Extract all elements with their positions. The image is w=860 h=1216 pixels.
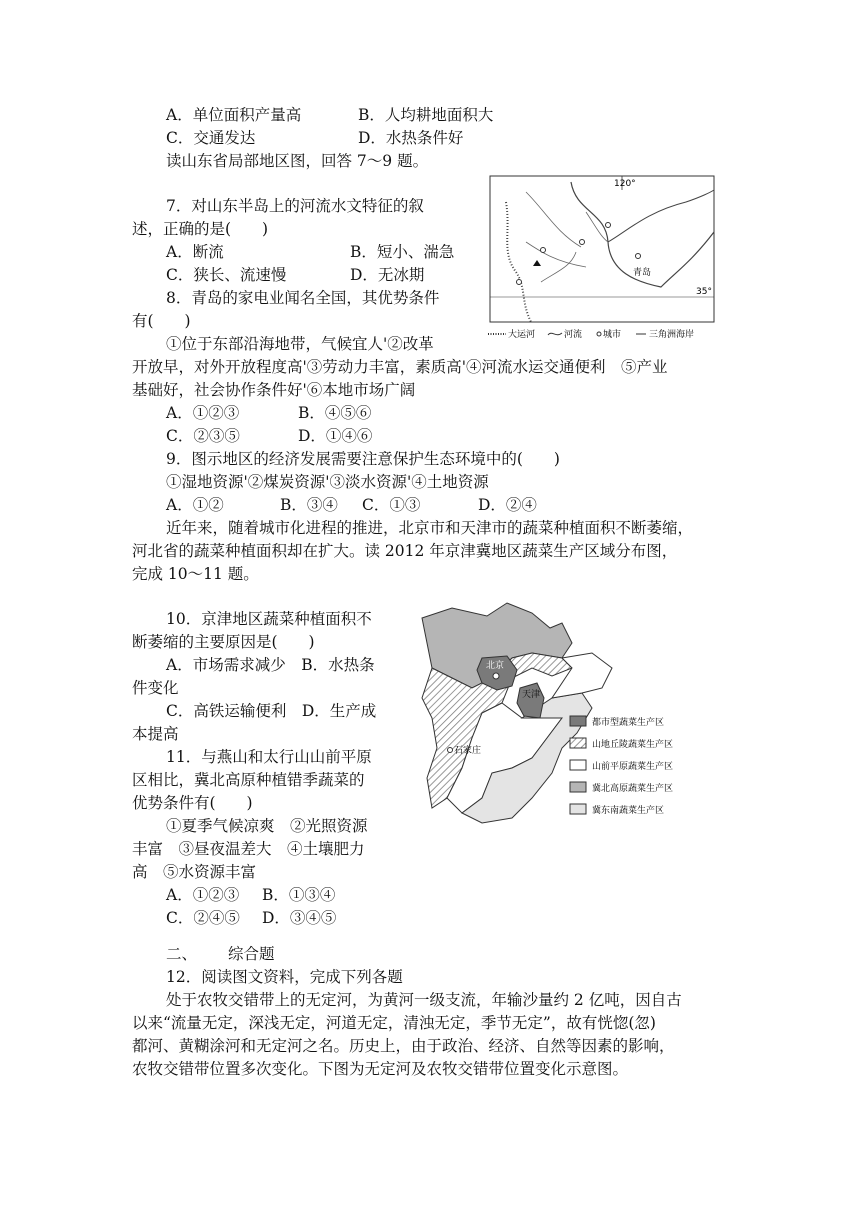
legend-delta: 三角洲海岸 [649, 330, 695, 340]
city-icon [580, 240, 585, 245]
q6-option-d: D．水热条件好 [358, 129, 464, 147]
legend-3: 山前平原蔬菜生产区 [592, 762, 674, 772]
q11-option-d: D．③④⑤ [262, 909, 337, 927]
q12-stem: 12．阅读图文资料，完成下列各题 [166, 968, 403, 986]
q10-options-cd: C．高铁运输便利 D．生产成 [166, 702, 377, 720]
q8-option-b: B．④⑤⑥ [298, 404, 372, 422]
q12-para-line-4: 农牧交错带位置多次变化。下图为无定河及农牧交错带位置变化示意图。 [132, 1060, 629, 1078]
q8-stem-1: 8．青岛的家电业闻名全国，其优势条件 [166, 289, 440, 307]
q11-body-1: ①夏季气候凉爽 ②光照资源 [166, 817, 368, 835]
q8-option-a: A．①②③ [166, 404, 240, 422]
q11-option-c: C．②④⑤ [166, 909, 240, 927]
q8-stem-2: 有( ) [132, 312, 191, 330]
q9-option-d: D．②④ [478, 496, 537, 514]
q8-body-3: 基础好，社会协作条件好'⑥本地市场广阔 [132, 381, 416, 399]
lon-label: 120° [614, 179, 636, 189]
q8-option-d: D．①④⑥ [298, 427, 373, 445]
city-icon [636, 254, 641, 259]
q9-option-b: B．③④ [280, 496, 338, 514]
section-number: 二、 [166, 945, 198, 963]
legend-river: 河流 [564, 330, 583, 340]
q6-option-c: C．交通发达 [166, 129, 256, 147]
q11-body-2: 丰富 ③昼夜温差大 ④土壤肥力 [132, 840, 365, 858]
intro-10-11-line-2: 河北省的蔬菜种植面积却在扩大。读 2012 年京津冀地区蔬菜生产区域分布图， [132, 542, 678, 560]
qingdao-label: 青岛 [633, 268, 652, 278]
q11-option-a: A．①②③ [166, 886, 240, 904]
q6-option-b: B．人均耕地面积大 [358, 106, 494, 124]
intro-10-11-line-3: 完成 10～11 题。 [132, 565, 259, 583]
q12-para-line-3: 都河、黄糊涂河和无定河之名。历史上，由于政治、经济、自然等因素的影响， [132, 1037, 675, 1055]
q9-body: ①湿地资源'②煤炭资源'③淡水资源'④土地资源 [166, 473, 489, 491]
q12-para-line-2: 以来“流量无定，深浅无定，河道无定，清浊无定，季节无定”，故有恍惚(忽) [132, 1014, 656, 1032]
q7-option-c: C．狭长、流速慢 [166, 266, 287, 284]
beijing-label: 北京 [486, 661, 505, 671]
q7-option-d: D．无冰期 [350, 266, 425, 284]
q10-stem-1: 10．京津地区蔬菜种植面积不 [166, 610, 372, 628]
legend-canal: 大运河 [508, 330, 536, 340]
q9-stem: 9．图示地区的经济发展需要注意保护生态环境中的( ) [166, 450, 560, 468]
q10-options-ab: A．市场需求减少 B．水热条 [166, 656, 375, 674]
q11-body-3: 高 ⑤水资源丰富 [132, 863, 257, 881]
intro-7-9: 读山东省局部地区图，回答 7～9 题。 [166, 152, 429, 170]
city-icon [606, 223, 611, 228]
q10-stem-2: 断萎缩的主要原因是( ) [132, 633, 315, 651]
legend-1: 都市型蔬菜生产区 [592, 718, 665, 728]
q7-stem-1: 7．对山东半岛上的河流水文特征的叙 [166, 197, 424, 215]
legend-5: 冀东南蔬菜生产区 [592, 806, 665, 816]
beijing-star-icon [493, 673, 499, 679]
tianjin-label: 天津 [522, 690, 541, 700]
q7-stem-2: 述，正确的是( ) [132, 220, 269, 238]
q6-option-a: A．单位面积产量高 [166, 106, 302, 124]
q9-option-c: C．①③ [362, 496, 421, 514]
q11-stem-3: 优势条件有( ) [132, 794, 253, 812]
section-title: 综合题 [228, 945, 275, 963]
intro-10-11-line-1: 近年来，随着城市化进程的推进，北京市和天津市的蔬菜种植面积不断萎缩， [166, 519, 694, 537]
city-icon [541, 248, 546, 253]
q12-para-line-1: 处于农牧交错带上的无定河，为黄河一级支流，年输沙量约 2 亿吨，因自古 [166, 991, 682, 1009]
legend-4: 冀北高原蔬菜生产区 [592, 784, 674, 794]
q8-body-2: 开放早，对外开放程度高'③劳动力丰富，素质高'④河流水运交通便利 ⑤产业 [132, 358, 668, 376]
q7-option-b: B．短小、湍急 [350, 243, 455, 261]
q11-option-b: B．①③④ [262, 886, 336, 904]
q10-options-ab-cont: 件变化 [132, 679, 179, 697]
q11-stem-2: 区相比，冀北高原种植错季蔬菜的 [132, 771, 365, 789]
q8-body-1: ①位于东部沿海地带，气候宜人'②改革 [166, 335, 434, 353]
q9-option-a: A．①② [166, 496, 224, 514]
city-icon [517, 280, 522, 285]
shandong-map [486, 172, 718, 344]
q10-options-cd-cont: 本提高 [132, 725, 179, 743]
legend-2: 山地丘陵蔬菜生产区 [592, 740, 674, 750]
jingjinji-map [412, 598, 712, 834]
shijiazhuang-label: 石家庄 [454, 746, 482, 756]
q11-stem-1: 11．与燕山和太行山山前平原 [166, 748, 372, 766]
q7-option-a: A．断流 [166, 243, 224, 261]
legend-city: 城市 [603, 330, 622, 340]
shijiazhuang-city-icon [448, 748, 453, 753]
q8-option-c: C．②③⑤ [166, 427, 240, 445]
lat-label: 35° [696, 287, 712, 297]
